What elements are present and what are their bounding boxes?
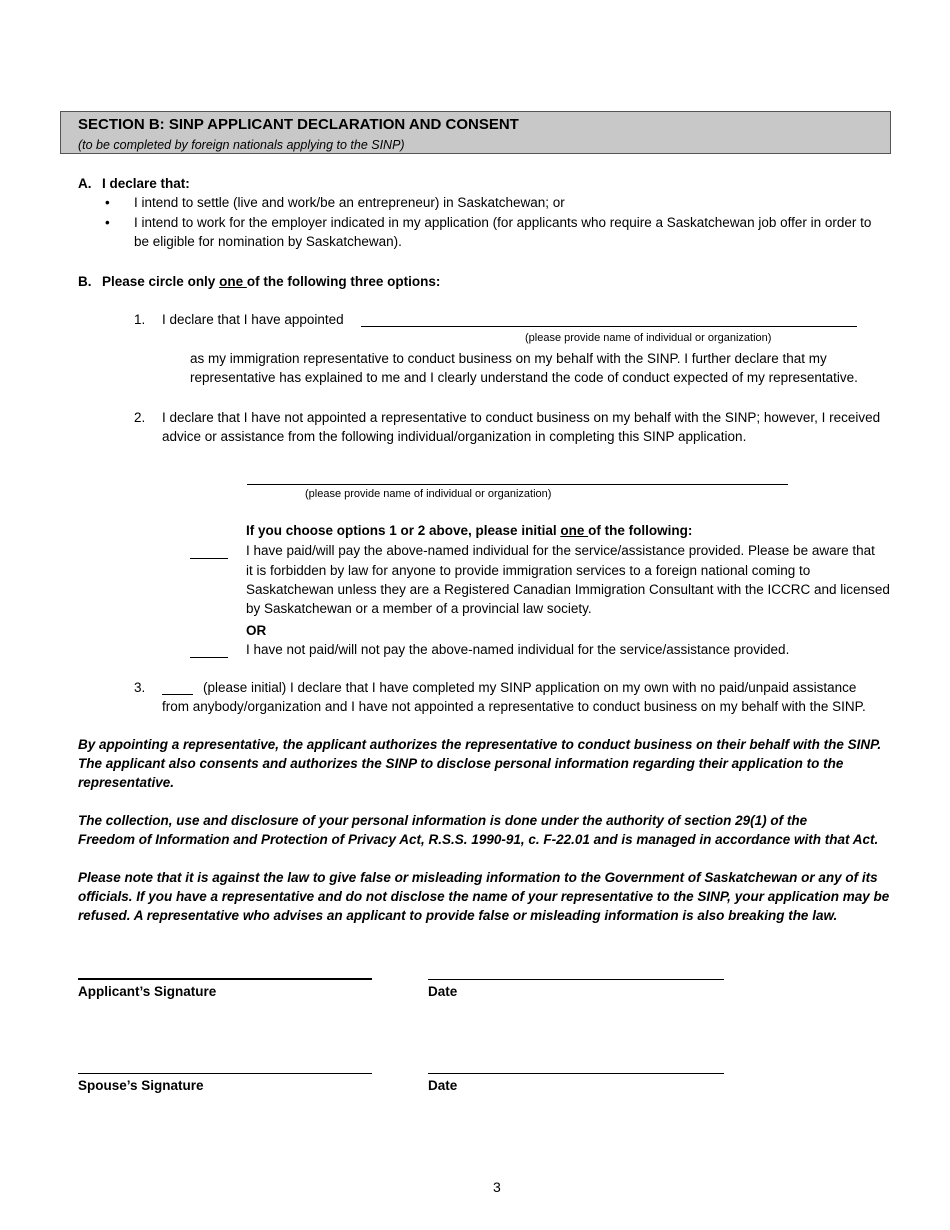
- option-1-hint: (please provide name of individual or organization): [525, 332, 772, 344]
- applicant-date-label: Date: [428, 984, 458, 999]
- option-2-hint: (please provide name of individual or organization): [305, 488, 552, 500]
- paid-initial-field[interactable]: [190, 558, 228, 559]
- bullet-2-text-cont: be eligible for nomination by Saskatchewan).: [134, 234, 402, 249]
- option-3-line2: from anybody/organization and I have not appointed a representative to conduct business on my behalf with the SINP.: [162, 699, 866, 714]
- or-label: OR: [246, 623, 267, 638]
- paid-line-3: Saskatchewan unless they are a Registered Canadian Immigration Consultant with the ICCRC and licensed: [246, 582, 890, 597]
- option-1-line1: as my immigration representative to conduct business on my behalf with the SINP. I further declare that my: [190, 351, 827, 366]
- spouse-date-field[interactable]: [428, 1073, 724, 1074]
- option-1-name-field[interactable]: [361, 326, 857, 327]
- bullet-1-dot: •: [105, 195, 110, 210]
- spouse-date-label: Date: [428, 1078, 458, 1093]
- spouse-signature-field[interactable]: [78, 1073, 372, 1074]
- applicant-signature-field[interactable]: [78, 978, 372, 980]
- bullet-2-text: I intend to work for the employer indicated in my application (for applicants who require a Saskatchewan job offer in order to: [134, 215, 872, 230]
- paid-line-4: by Saskatchewan or a member of a provincial law society.: [246, 601, 592, 616]
- bullet-2-dot: •: [105, 215, 110, 230]
- applicant-signature-label: Applicant’s Signature: [78, 984, 217, 999]
- section-title: SECTION B: SINP APPLICANT DECLARATION AND CONSENT: [78, 116, 519, 133]
- option-3-number: 3.: [134, 680, 146, 695]
- option-1-line2: representative has explained to me and I clearly understand the code of conduct expected of my representative.: [190, 370, 858, 385]
- page-number: 3: [493, 1179, 501, 1195]
- notice-3-line2: officials. If you have a representative and do not disclose the name of your representative to the SINP, your application may be: [78, 889, 890, 904]
- option-2-number: 2.: [134, 410, 146, 425]
- option-1-number: 1.: [134, 312, 146, 327]
- notice-1-line1: By appointing a representative, the applicant authorizes the representative to conduct business on their behalf with the SINP.: [78, 737, 882, 752]
- part-b-label: B.: [78, 274, 92, 289]
- paid-line-2: it is forbidden by law for anyone to provide immigration services to a foreign national coming to: [246, 563, 811, 578]
- option-2-line1: I declare that I have not appointed a representative to conduct business on my behalf with the SINP; however, I received: [162, 410, 881, 425]
- section-subtitle: (to be completed by foreign nationals applying to the SINP): [78, 138, 405, 152]
- section-header: [60, 111, 891, 154]
- option-2-name-field[interactable]: [247, 484, 788, 485]
- not-paid-initial-field[interactable]: [190, 657, 228, 658]
- option-3-line1: (please initial) I declare that I have completed my SINP application on my own with no paid/unpaid assistance: [203, 680, 857, 695]
- part-a-heading: I declare that:: [102, 176, 190, 191]
- choose-instruction: If you choose options 1 or 2 above, please initial one of the following:: [246, 523, 693, 538]
- notice-1-line3: representative.: [78, 775, 175, 790]
- spouse-signature-label: Spouse’s Signature: [78, 1078, 204, 1093]
- part-b-heading: Please circle only one of the following three options:: [102, 274, 441, 289]
- notice-2-line2: Freedom of Information and Protection of Privacy Act, R.S.S. 1990-91, c. F-22.01 and is managed in accordance with that Act.: [78, 832, 879, 847]
- option-2-line2: advice or assistance from the following individual/organization in completing this SINP application.: [162, 429, 747, 444]
- option-1-text: I declare that I have appointed: [162, 312, 344, 327]
- paid-line-1: I have paid/will pay the above-named individual for the service/assistance provided. Please be aware that: [246, 543, 875, 558]
- option-3-initial-field[interactable]: [162, 694, 193, 695]
- notice-1-line2: The applicant also consents and authorizes the SINP to disclose personal information regarding their application to the: [78, 756, 844, 771]
- not-paid-text: I have not paid/will not pay the above-named individual for the service/assistance provided.: [246, 642, 790, 657]
- notice-3-line3: refused. A representative who advises an applicant to provide false or misleading information is also breaking the law.: [78, 908, 838, 923]
- bullet-1-text: I intend to settle (live and work/be an entrepreneur) in Saskatchewan; or: [134, 195, 565, 210]
- applicant-date-field[interactable]: [428, 979, 724, 980]
- notice-3-line1: Please note that it is against the law to give false or misleading information to the Government of Saskatchewan or any of its: [78, 870, 878, 885]
- notice-2-line1: The collection, use and disclosure of your personal information is done under the authority of section 29(1) of the: [78, 813, 808, 828]
- part-a-label: A.: [78, 176, 92, 191]
